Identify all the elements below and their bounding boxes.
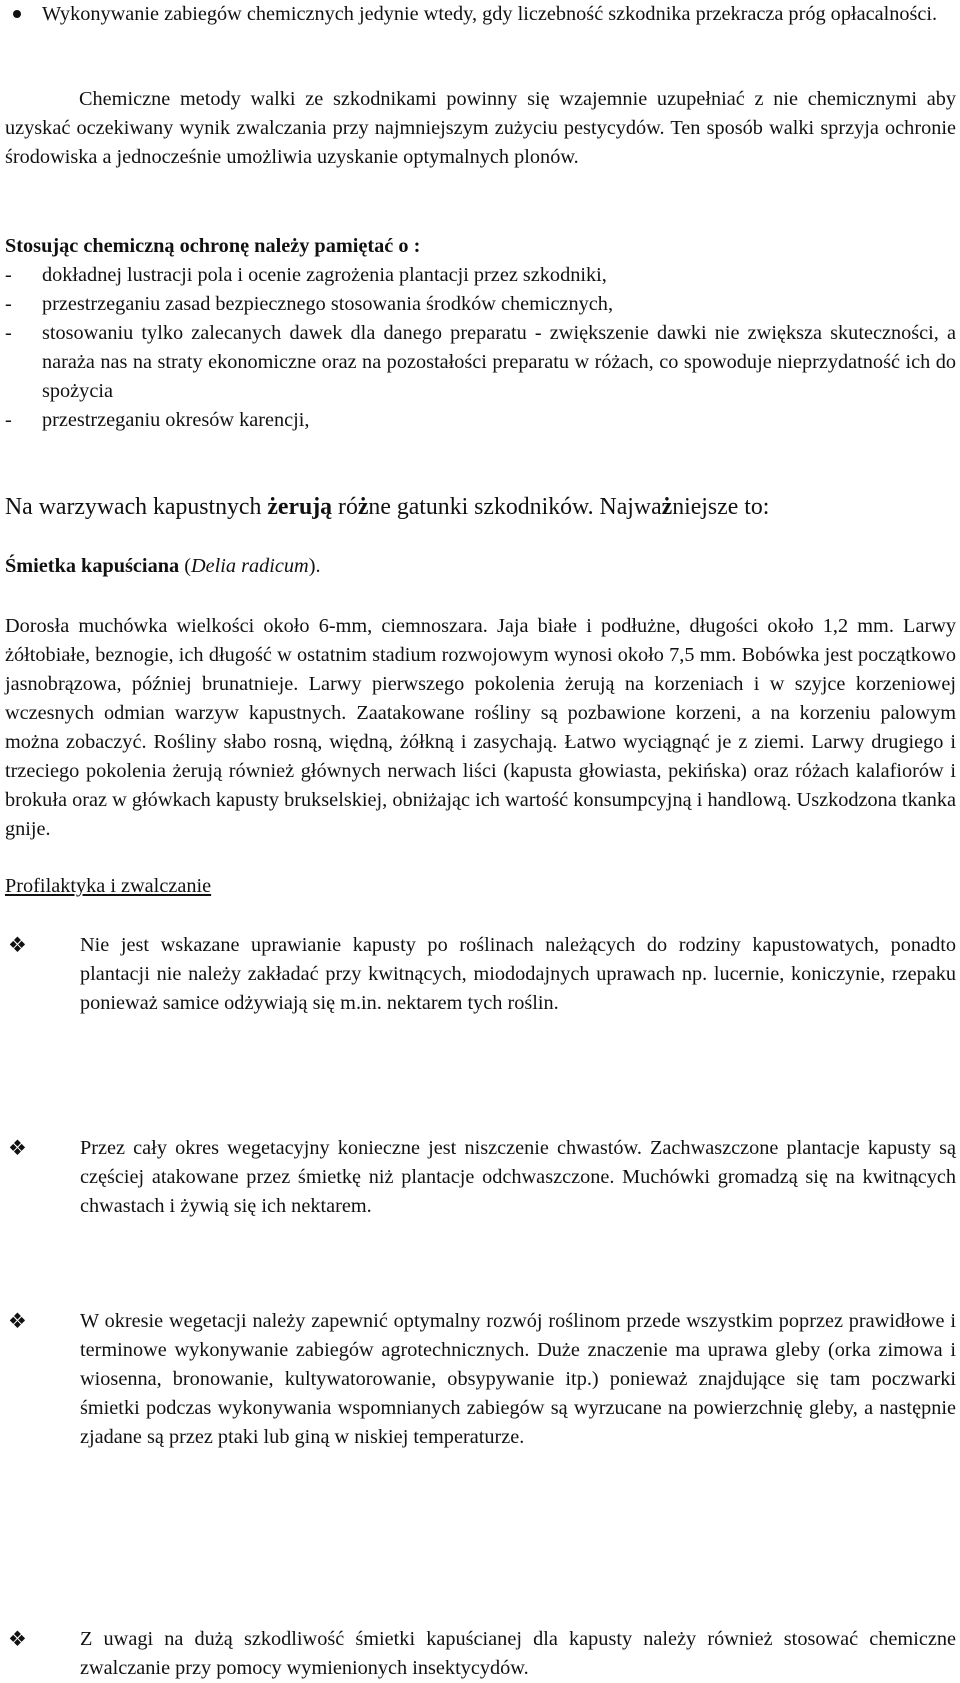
species-name: Śmietka kapuściana (5, 555, 180, 577)
chemical-protection-heading: Stosując chemiczną ochronę należy pamiętać o : (5, 235, 421, 257)
dash-marker: - (5, 409, 12, 431)
species-heading (5, 552, 956, 581)
pests-intro-bold: żerują (267, 494, 333, 520)
prevention-item-text: Z uwagi na dużą szkodliwość śmietki kapuścianej dla kapusty należy również stosować chemiczne zwalczanie przy pomocy wymienionych insektycydów. (80, 1628, 956, 1679)
prevention-heading: Profilaktyka i zwalczanie (5, 875, 212, 897)
species-description: Dorosła muchówka wielkości około 6-mm, ciemnoszara. Jaja białe i podłużne, długości około 1,2 mm. Larwy żółtobiałe, beznogie, ich długość w ostatnim stadium rozwojowym wynosi około 7,5 mm. Bobówka jest początkowo jasnobrązowa, później brunatnieje. Larwy pierwszego pokolenia żerują na korzeniach i w szyjce korzeniowej wczesnych odmian warzyw kapustnych. Zaatakowane rośliny są pozbawione korzeni, a na korzeniu palowym można zobaczyć. Rośliny słabo rosną, więdną, żółkną i zasychają. Łatwo wyciągnąć je z ziemi. Larwy drugiego i trzeciego pokolenia żerują również głównych nerwach liści (kapusta głowiasta, pekińska) oraz różach kalafiorów i brokuła oraz w główkach kapusty brukselskiej, obniżając ich wartość konsumpcyjną i handlową. Uszkodzona tkanka gnije. (5, 615, 956, 840)
pests-intro-part: niejsze to: (672, 494, 770, 520)
pests-intro-bold: ż (357, 494, 369, 520)
dash-marker: - (5, 264, 12, 286)
prevention-item-text: W okresie wegetacji należy zapewnić optymalny rozwój roślinom przede wszystkim poprzez prawidłowe i terminowe wykonywanie zabiegów agrotechnicznych. Duże znaczenie ma uprawa gleby (orka zimowa i wiosenna, bronowanie, kultywatorowanie, obsypywanie itp.) ponieważ znajdujące się tam poczwarki śmietki podczas wykonywania wspomnianych zabiegów są wyrzucane na powierzchnię gleby, a następnie zjadane są przez ptaki lub giną w niskiej temperaturze. (80, 1310, 956, 1448)
diamond-bullet-icon: ❖ (8, 1627, 27, 1651)
species-paren: ( (179, 555, 191, 577)
pests-intro-part: ró (332, 494, 358, 520)
pests-intro-part: Na warzywach kapustnych (5, 494, 268, 520)
species-latin-name: Delia radicum (190, 555, 309, 577)
pests-intro-bold: ż (661, 494, 673, 520)
intro-bullet (5, 0, 956, 29)
prevention-item (5, 1625, 956, 1683)
diamond-bullet-icon: ❖ (8, 933, 27, 957)
list-item-text: dokładnej lustracji pola i ocenie zagrożenia plantacji przez szkodniki, (42, 264, 607, 286)
chemical-protection-section (5, 232, 956, 435)
chemical-methods-paragraph: Chemiczne metody walki ze szkodnikami powinny się wzajemnie uzupełniać z nie chemicznymi aby uzyskać oczekiwany wynik zwalczania przy najmniejszym zużyciu pestycydów. Ten sposób walki sprzyja ochronie środowiska a jednocześnie umożliwia uzyskanie optymalnych plonów. (5, 88, 956, 168)
list-item (5, 261, 956, 290)
list-item (5, 406, 956, 435)
prevention-item (5, 931, 956, 1018)
list-item-text: przestrzeganiu zasad bezpiecznego stosowania środków chemicznych, (42, 293, 614, 315)
bullet-dot-icon (13, 10, 21, 18)
dash-marker: - (5, 322, 12, 344)
list-item (5, 290, 956, 319)
list-item-text: stosowaniu tylko zalecanych dawek dla danego preparatu - zwiększenie dawki nie zwiększa skuteczności, a naraża nas na straty ekonomiczne oraz na pozostałości preparatu w różach, co spowoduje nieprzydatność ich do spożycia (42, 322, 956, 402)
intro-bullet-text: Wykonywanie zabiegów chemicznych jedynie wtedy, gdy liczebność szkodnika przekracza próg opłacalności. (42, 3, 938, 25)
prevention-item (5, 1134, 956, 1221)
dash-marker: - (5, 293, 12, 315)
pests-intro-line (5, 493, 956, 522)
list-item-text: przestrzeganiu okresów karencji, (42, 409, 310, 431)
pests-intro-part: ne gatunki szkodników. Najwa (368, 494, 662, 520)
species-paren: ). (308, 555, 321, 577)
list-item (5, 319, 956, 406)
prevention-item (5, 1307, 956, 1452)
diamond-bullet-icon: ❖ (8, 1136, 27, 1160)
prevention-item-text: Nie jest wskazane uprawianie kapusty po roślinach należących do rodziny kapustowatych, ponadto plantacji nie należy zakładać przy kwitnących, miododajnych uprawach np. lucernie, koniczynie, rzepaku ponieważ samice odżywiają się m.in. nektarem tych roślin. (80, 934, 956, 1014)
diamond-bullet-icon: ❖ (8, 1309, 27, 1333)
prevention-item-text: Przez cały okres wegetacyjny konieczne jest niszczenie chwastów. Zachwaszczone plantacje kapusty są częściej atakowane przez śmietkę niż plantacje odchwaszczone. Muchówki gromadzą się na kwitnących chwastach i żywią się ich nektarem. (80, 1137, 956, 1217)
